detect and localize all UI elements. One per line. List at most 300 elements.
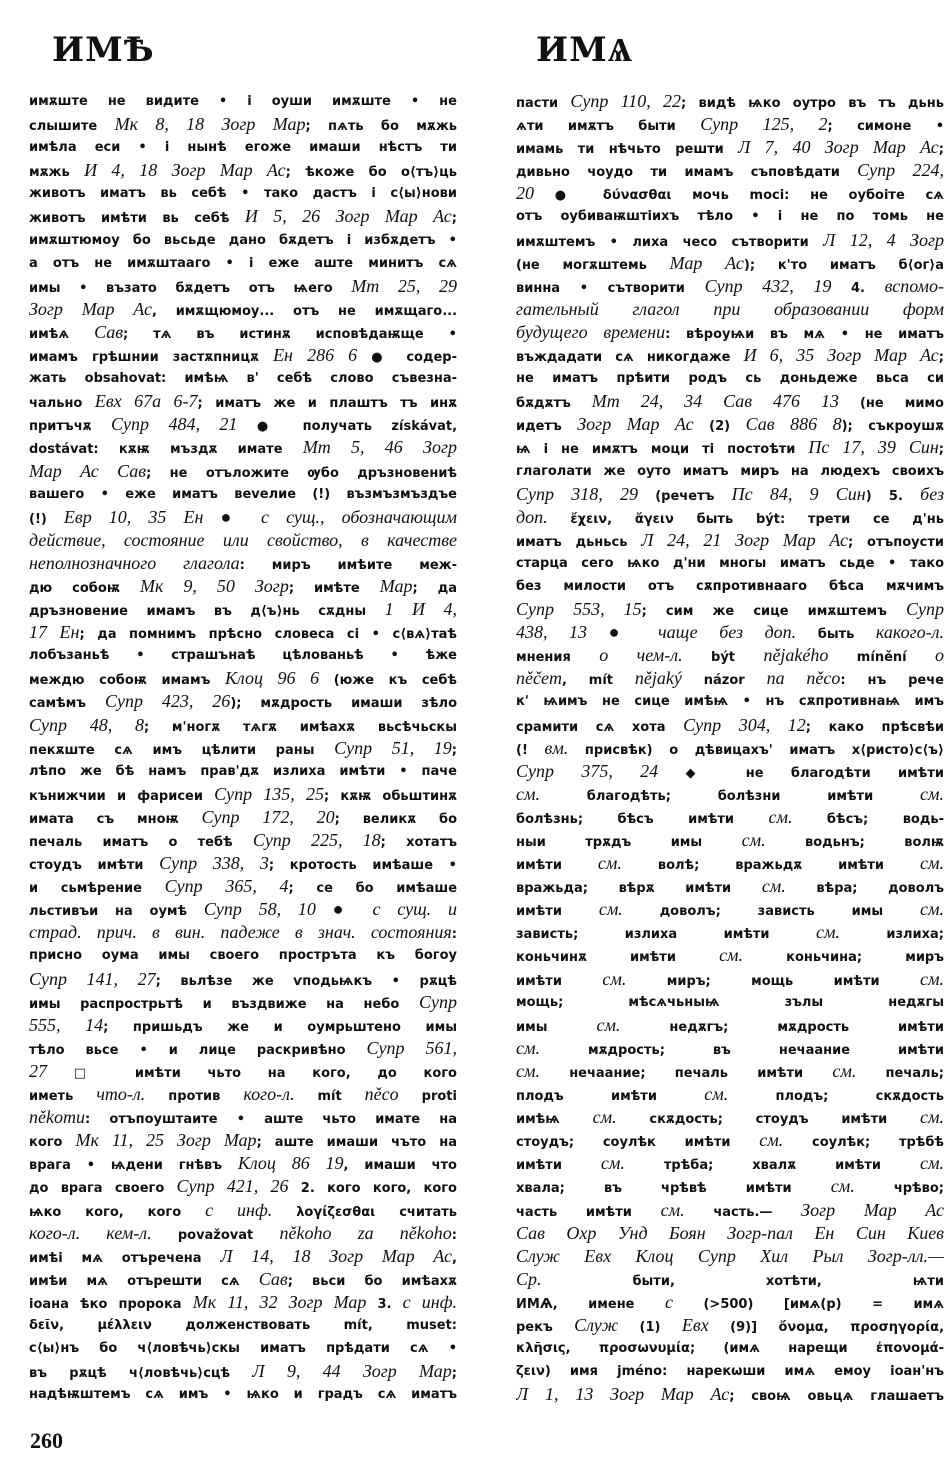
reference-text: Супр: [419, 991, 457, 1012]
entry-text: ; кротость имѣаше •: [268, 858, 457, 874]
text-line: [29, 737, 457, 760]
entry-text: вражьда; вѣрѫ имѣти: [516, 881, 762, 897]
reference-text: Евр 10, 35 Ен ● с сущ., обозначающим: [63, 506, 457, 527]
text-line: [516, 1083, 944, 1106]
entry-text: (речетъ: [637, 488, 732, 504]
reference-text: Супр 304, 12: [683, 714, 806, 735]
entry-text: надѣѭштемъ сѧ имъ • ѩко и градъ сѧ иматъ: [29, 1387, 457, 1403]
entry-text: идетъ: [516, 419, 578, 435]
entry-text: междю собоѭ имамъ: [29, 673, 225, 689]
text-line: [29, 1245, 457, 1268]
reference-text: см.: [600, 1153, 625, 1174]
text-line: [516, 390, 944, 413]
entry-text: слышите: [29, 119, 115, 135]
reference-text: см.: [761, 876, 786, 897]
entry-text: бѣсъ; водь-: [792, 811, 944, 827]
reference-text: см.: [741, 830, 766, 850]
entry-text: въждадати сѧ никогдаже: [516, 350, 744, 366]
text-line: [29, 182, 457, 205]
entry-text: ; не отъложите ѹбо дръзновениѣ: [146, 465, 457, 481]
reference-text: Сав: [94, 321, 124, 342]
reference-text: Сав 886 8: [745, 414, 842, 435]
text-line: [516, 991, 944, 1014]
entry-text: ; симоне •: [827, 119, 944, 135]
entry-text: 3.: [366, 1296, 403, 1312]
entry-text: и сьмѣрение: [29, 881, 165, 897]
left-column: [29, 90, 457, 1406]
text-line: [29, 529, 457, 552]
reference-text: Супр 48, 8: [29, 714, 144, 735]
text-line: [516, 506, 944, 529]
entry-text: ; како прѣсвѣи: [805, 719, 944, 735]
entry-text: іоана ѣко пророка: [29, 1296, 193, 1312]
text-line: [516, 598, 944, 621]
text-line: [516, 1175, 944, 1198]
text-line: [516, 159, 944, 182]
entry-text: ; вьлѣзе же ѵподьѩкъ • рѫцѣ: [155, 973, 457, 989]
reference-text: na něco: [766, 668, 841, 689]
text-line: [516, 275, 944, 298]
reference-text: Пс 84, 9 Син: [731, 483, 866, 504]
text-line: [516, 621, 944, 644]
text-line: [516, 529, 944, 552]
entry-text: жать obsahovat: имѣѩ в' себѣ слово съвезна-: [29, 371, 457, 387]
entry-text: имѫштемъ • лиха чесо сътворити: [516, 234, 824, 250]
reference-text: Супр 421, 26: [176, 1176, 289, 1197]
entry-text: печаль иматъ о тебѣ: [29, 835, 253, 850]
reference-text: Евх: [681, 1314, 709, 1335]
text-line: [516, 806, 944, 829]
reference-text: Супр 484, 21: [111, 414, 238, 435]
entry-text: стоудъ имѣти: [29, 858, 160, 874]
text-line: [29, 1268, 457, 1291]
reference-text: Супр 375, 24: [516, 760, 659, 781]
entry-text: ; имѣте: [288, 580, 380, 596]
entry-text: názor: [681, 673, 767, 689]
reference-text: Зогр Мар Ас: [801, 1199, 944, 1220]
entry-text: (не мимо: [838, 396, 944, 412]
entry-text: без милости отъ сѫпротивнааго бѣса мѫчимъ: [516, 578, 944, 594]
entry-text: имы распрострьтѣ и въздвиже на небо: [29, 996, 419, 1012]
text-line: [516, 90, 944, 113]
reference-text: Сав: [258, 1268, 288, 1289]
text-line: [29, 275, 457, 298]
entry-text: : вѣроуѩи въ мѧ • не иматъ: [665, 326, 944, 342]
entry-text: ѩко кого, кого: [29, 1204, 206, 1220]
entry-text: имѣѩ: [516, 1112, 593, 1128]
entry-text: болѣзнь; бѣсъ имѣти: [516, 811, 769, 827]
text-line: [29, 436, 457, 459]
reference-text: см.: [832, 1060, 857, 1081]
text-line: [516, 460, 944, 483]
entry-text: имамь ти нѣчьто решти: [516, 142, 739, 158]
entry-text: ;: [938, 350, 944, 366]
entry-text: , имаши что: [343, 1158, 457, 1174]
entry-text: ; иматъ же и плаштъ тъ инѫ: [197, 396, 457, 412]
text-line: [29, 644, 457, 667]
entry-text: к' ѩимъ не сице имѣѩ • нъ сѫпротивнаѩ имъ: [516, 694, 944, 710]
reference-text: кого-л.: [243, 1084, 295, 1105]
text-line: [516, 1106, 944, 1129]
entry-text: ;: [938, 142, 944, 158]
text-line: [516, 229, 944, 252]
reference-text: см.: [920, 1153, 944, 1174]
reference-text: что-л.: [96, 1084, 146, 1105]
text-line: [516, 1245, 944, 1268]
text-line: [29, 991, 457, 1014]
entry-text: доволъ; зависть имы: [622, 904, 921, 920]
reference-text: доп.: [516, 506, 548, 527]
entry-text: срамити сѧ хота: [516, 719, 684, 735]
reference-text: 27: [29, 1060, 47, 1081]
entry-text: рекъ: [516, 1319, 575, 1335]
text-line: [516, 205, 944, 228]
text-line: [516, 575, 944, 598]
reference-text: někoho za někoho: [279, 1222, 452, 1243]
entry-text: ; своѩ овьцѧ глашаетъ: [729, 1389, 944, 1405]
reference-text: Супр 58, 10 ● с сущ. и: [203, 899, 457, 920]
reference-text: Супр 318, 29: [516, 483, 638, 504]
reference-text: Супр 225, 18: [252, 830, 381, 850]
entry-text: ); к'то иматъ б⟨ог⟩а: [743, 257, 944, 273]
entry-text: чально: [29, 396, 95, 412]
text-line: [29, 598, 457, 621]
reference-text: Клоц 96 6: [224, 668, 320, 689]
text-line: [516, 714, 944, 737]
text-line: [29, 575, 457, 598]
reference-text: какого-л.: [875, 622, 944, 643]
text-line: [29, 1337, 457, 1360]
entry-text: льстивъи на оумѣ: [29, 904, 204, 920]
entry-text: часть.—: [684, 1204, 802, 1220]
reference-text: o: [935, 645, 944, 666]
text-line: [516, 921, 944, 944]
text-line: [29, 159, 457, 182]
entry-text: ѩ і не имѫтъ моци ті постоѣти: [516, 442, 809, 458]
entry-text: ; пѧть бо мѫжь: [305, 119, 457, 135]
reference-text: И 5, 26 Зогр Мар Ас: [244, 206, 452, 227]
reference-text: Зогр Мар Ас: [29, 298, 152, 319]
entry-text: коньчина; миръ: [743, 950, 944, 966]
reference-text: Супр 110, 22: [570, 91, 682, 111]
reference-text: nějaký: [634, 668, 682, 689]
reference-text: Мт 5, 46 Зогр: [302, 437, 457, 458]
text-line: [29, 944, 457, 967]
reference-text: Мт 24, 34 Сав 476 13: [591, 391, 839, 412]
entry-text: имѫште не видите • і оуши имѫште • не: [29, 94, 457, 109]
entry-text: ; великѫ бо: [334, 811, 457, 827]
text-line: [29, 90, 457, 113]
entry-text: имамъ грѣшнии застѫпницѫ: [29, 350, 274, 366]
text-line: [29, 783, 457, 806]
reference-text: с инф.: [205, 1199, 273, 1220]
text-line: [516, 1360, 944, 1383]
text-line: [516, 321, 944, 344]
text-line: [516, 1314, 944, 1337]
entry-text: дръзновение имамъ въ д⟨ъ⟩нь сѫдны: [29, 604, 385, 620]
reference-text: Мк 11, 25 Зогр Мар: [75, 1130, 257, 1151]
reference-text: действие, состояние или свойство, в качестве: [29, 529, 457, 550]
entry-text: ,: [452, 1250, 457, 1266]
reference-text: Зогр Мар Ас: [577, 414, 694, 435]
reference-text: Супр 51, 19: [334, 737, 452, 758]
reference-text: Супр 432, 19: [704, 275, 832, 296]
entry-text: волѣ; вражьдѫ имѣти: [621, 858, 920, 874]
reference-text: см.: [596, 1014, 621, 1035]
entry-text: плодъ имѣти: [516, 1089, 705, 1105]
entry-text: самѣмъ: [29, 696, 105, 712]
text-line: [29, 667, 457, 690]
reference-text: Л 12, 4 Зогр: [823, 229, 944, 250]
entry-text: мнения: [516, 650, 600, 666]
entry-text: лѣпо же бѣ намъ прав'дѫ излиха имѣти • паче: [29, 763, 457, 779]
reference-text: Супр 365, 4: [164, 876, 289, 897]
entry-text: ИМѦ, имене: [516, 1296, 665, 1312]
entry-text: ● δύνασθαι мочь moci: не оубоіте сѧ: [534, 188, 944, 204]
entry-text: ныи трѫдъ имы: [516, 835, 742, 850]
reference-text: см.: [768, 806, 793, 827]
text-line: [516, 1060, 944, 1083]
right-column: [516, 90, 944, 1406]
text-line: [29, 321, 457, 344]
entry-text: часть имѣти: [516, 1204, 661, 1220]
reference-text: Мар: [379, 575, 413, 596]
entry-text: ѧти имѫтъ быти: [516, 119, 701, 135]
entry-text: притъчѫ: [29, 419, 112, 435]
reference-text: něčem: [516, 668, 562, 689]
text-line: [29, 1383, 457, 1406]
reference-text: Л 9, 44 Зогр Мар: [252, 1361, 452, 1382]
text-line: [516, 413, 944, 436]
entry-text: с⟨ы⟩нъ бо ч⟨ловѣчь⟩скы иматъ прѣдати сѧ •: [29, 1341, 457, 1357]
entry-text: имѣти: [516, 973, 603, 989]
reference-text: Служ Евх Клоц Супр Хил Рыл Зогр-лл.—: [516, 1245, 944, 1266]
text-line: [516, 1129, 944, 1152]
entry-text: ● содер-: [357, 350, 457, 366]
reference-text: 555, 14: [29, 1014, 104, 1035]
reference-text: И 6, 35 Зогр Мар Ас: [743, 345, 939, 366]
text-line: [516, 298, 944, 321]
entry-text: ; кѫѭ обьштинѫ: [323, 788, 457, 804]
entry-text: миръ; мощь имѣти: [626, 973, 920, 989]
reference-text: něco: [364, 1084, 399, 1105]
reference-text: см.: [597, 853, 622, 874]
text-line: [29, 483, 457, 506]
text-line: [29, 1014, 457, 1037]
entry-text: ἔχειν, ἄγειν быть být: трети се д'нь: [547, 511, 944, 527]
text-line: [29, 298, 457, 321]
reference-text: Супр 141, 27: [29, 968, 156, 989]
reference-text: см.: [815, 922, 840, 943]
text-line: [516, 367, 944, 390]
reference-text: см.: [598, 899, 623, 920]
reference-text: см.: [830, 1176, 855, 1197]
entry-text: скѫдость; стоудъ имѣти: [616, 1112, 921, 1128]
entry-text: ; тѧ въ истинѫ исповѣдаѭще •: [123, 326, 457, 342]
reference-text: Сав Охр Унд Боян Зогр-пал Ен Син Киев: [516, 1222, 944, 1243]
text-line: [516, 760, 944, 783]
entry-text: вѣра; доволъ: [785, 881, 944, 897]
reference-text: Мк 11, 32 Зогр Мар: [192, 1291, 367, 1312]
entry-text: ; ѣкоже бо о⟨тъ⟩ць: [285, 165, 457, 181]
entry-text: соулѣк; трѣбѣ: [783, 1135, 944, 1151]
text-line: [29, 1222, 457, 1245]
entry-text: кого: [29, 1135, 76, 1151]
text-line: [516, 136, 944, 159]
entry-text: дивьно чоудо ти имамъ съповѣдати: [516, 165, 858, 181]
text-line: [516, 875, 944, 898]
text-line: [516, 1014, 944, 1037]
entry-text: глаголати же оуто иматъ миръ на людехъ своихъ: [516, 463, 944, 479]
reference-text: см.: [920, 968, 944, 989]
reference-text: см.: [920, 1107, 944, 1128]
entry-text: ; отъпоусти: [848, 534, 944, 550]
entry-text: винна • сътворити: [516, 280, 705, 296]
running-head-right: ИМѦ: [536, 30, 634, 70]
reference-text: 1 И 4,: [384, 599, 457, 620]
entry-text: мощь; мѣсѧчьныѩ зълы недѫгы: [516, 994, 944, 1010]
entry-text: до врага своего: [29, 1181, 177, 1197]
entry-text: старца сего ѩко д'ни многы иматъ сьде • тако: [516, 555, 944, 571]
text-line: [516, 552, 944, 575]
entry-text: имы • възато бѫдетъ отъ ѩего: [29, 280, 352, 296]
reference-text: Евх 67а 6-7: [94, 391, 198, 412]
entry-text: (!: [516, 742, 545, 758]
reference-text: Супр 172, 20: [201, 806, 335, 827]
entry-text: имѣѧ: [29, 326, 95, 342]
entry-text: животъ иматъ вь себѣ • тако дастъ і с⟨ы⟩нови: [29, 186, 457, 202]
reference-text: см.: [516, 1060, 540, 1081]
text-line: [29, 136, 457, 159]
entry-text: кънижчии и фарисеи: [29, 788, 215, 804]
text-line: [29, 413, 457, 436]
entry-text: отъ оубиваѭштiихъ тѣло • і не по томь не: [516, 209, 944, 225]
reference-text: без: [920, 483, 944, 504]
entry-text: ;: [451, 1366, 457, 1382]
text-line: [516, 483, 944, 506]
reference-text: см.: [660, 1199, 685, 1220]
reference-text: Мк 8, 18 Зогр Мар: [114, 114, 306, 135]
text-line: [516, 1268, 944, 1291]
reference-text: Супр 561,: [366, 1037, 457, 1058]
text-line: [29, 829, 457, 852]
reference-text: будущего времени: [516, 321, 666, 342]
text-line: [29, 1314, 457, 1337]
entry-text: (юже къ себѣ: [319, 673, 457, 689]
reference-text: см.: [516, 783, 540, 804]
reference-text: неполнозначного глагола: [29, 552, 240, 573]
entry-text: мѫдрость; въ нечаание имѣти: [539, 1042, 944, 1058]
reference-text: Мк 9, 50 Зогр: [139, 575, 289, 596]
entry-text: иматъ дьньсь: [516, 534, 642, 550]
text-line: [29, 344, 457, 367]
entry-text: имы: [516, 1019, 597, 1035]
entry-text: трѣба; хвалѫ имѣти: [624, 1158, 921, 1174]
entry-text: považovat: [151, 1227, 280, 1243]
entry-text: (2): [693, 419, 746, 435]
entry-text: ζειν) имя jméno: нарекѡши имѧ емоу іоан'нъ: [516, 1364, 944, 1380]
text-line: [29, 390, 457, 413]
entry-text: имѣла еси • і нынѣ егоже имаши нѣстъ ти: [29, 140, 457, 156]
text-line: [29, 113, 457, 136]
reference-text: И 4, 18 Зогр Мар Ас: [84, 160, 286, 181]
entry-text: имѣі мѧ отъречена: [29, 1250, 221, 1266]
text-line: [29, 921, 457, 944]
text-line: [516, 436, 944, 459]
text-line: [29, 1106, 457, 1129]
entry-text: имѣти: [516, 858, 598, 874]
entry-text: (1): [618, 1319, 682, 1335]
reference-text: Л 1, 13 Зогр Мар Ас: [516, 1384, 730, 1405]
reference-text: Пс 17, 39 Син: [808, 437, 939, 458]
entry-text: ; да: [412, 580, 457, 596]
text-line: [29, 1291, 457, 1314]
text-line: [29, 1199, 457, 1222]
entry-text: dostávat: кѫѭ мъздѫ имате: [29, 442, 303, 458]
text-line: [516, 1291, 944, 1314]
text-line: [516, 968, 944, 991]
entry-text: имѣти: [516, 904, 599, 920]
text-line: [29, 852, 457, 875]
entry-text: стоудъ; соулѣк имѣти: [516, 1135, 760, 1151]
reference-text: Ен 286 6: [273, 345, 358, 366]
text-line: [516, 667, 944, 690]
entry-text: ; да помнимъ прѣсно словеса сі • с⟨вѧ⟩таѣ: [79, 627, 457, 643]
entry-text: тѣло вьсе • и лице раскривѣно: [29, 1042, 367, 1058]
entry-text: 2. кого кого, кого: [288, 1181, 457, 1197]
reference-text: с инф.: [402, 1291, 457, 1312]
entry-text: :: [451, 1227, 457, 1243]
entry-text: хвала; въ чрѣвѣ имѣти: [516, 1181, 831, 1197]
entry-text: врага • ѩдени гнѣвъ: [29, 1158, 238, 1174]
text-line: [29, 714, 457, 737]
text-line: [516, 944, 944, 967]
reference-text: Супр 338, 3: [159, 853, 269, 874]
entry-text: ;: [451, 742, 457, 758]
text-line: [516, 113, 944, 136]
reference-text: см.: [602, 968, 627, 989]
entry-text: ; хотатъ: [380, 835, 457, 850]
reference-text: 20: [516, 183, 534, 204]
reference-text: Л 14, 18 Зогр Мар Ас: [220, 1245, 453, 1266]
entry-text: быть: [796, 627, 876, 643]
entry-text: ); мѫдрость имаши зѣло: [230, 696, 457, 712]
entry-text: mít: [294, 1089, 365, 1105]
running-head-left: ИМѢ: [52, 30, 155, 70]
text-line: [516, 1337, 944, 1360]
text-line: [29, 367, 457, 390]
reference-text: с: [665, 1291, 673, 1312]
entry-text: □ имѣти чьто на кого, до кого: [47, 1065, 457, 1081]
reference-text: о чем-л.: [599, 645, 683, 666]
entry-text: , mít: [561, 673, 635, 689]
reference-text: см.: [920, 853, 944, 874]
entry-text: пасти: [516, 96, 571, 111]
text-line: [29, 229, 457, 252]
entry-text: имата съ мноѭ: [29, 811, 202, 827]
reference-text: Супр: [906, 599, 944, 620]
entry-text: бѫдѫтъ: [516, 396, 592, 412]
entry-text: вашего • еже иматъ веvелие (!) възмъзмъздъе: [29, 486, 457, 502]
entry-text: (!): [29, 511, 64, 527]
text-line: [516, 1222, 944, 1245]
entry-text: иметь: [29, 1089, 97, 1105]
text-line: [29, 252, 457, 275]
entry-text: пекѫште сѧ имъ цѣлити раны: [29, 742, 335, 758]
entry-text: : миръ имѣите меж-: [239, 557, 457, 573]
reference-text: nějakého: [763, 645, 829, 666]
page-number: 260: [30, 1428, 63, 1453]
